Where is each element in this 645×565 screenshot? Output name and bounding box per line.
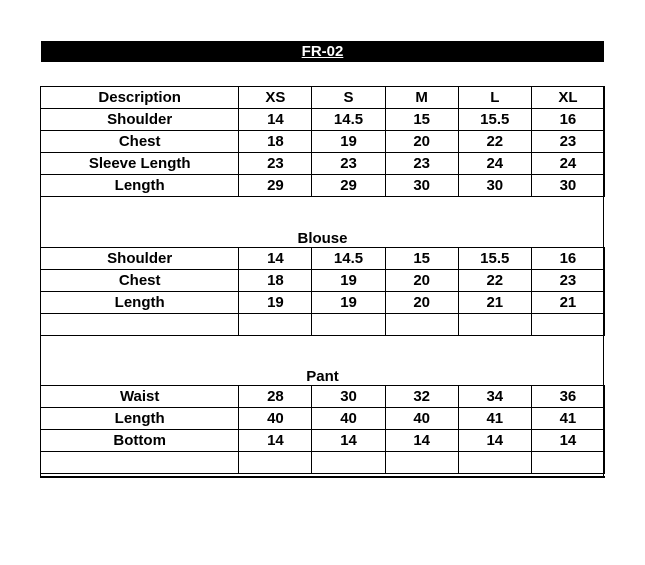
table-cell: 29 — [312, 175, 385, 197]
table-cell — [312, 314, 385, 336]
chart-title: FR-02 — [301, 43, 344, 60]
table-cell: 15.5 — [458, 248, 531, 270]
pant-size-table — [40, 385, 605, 474]
table-cell — [239, 314, 312, 336]
table-cell: 14 — [239, 430, 312, 452]
row-label — [41, 452, 239, 474]
table-row — [41, 109, 605, 131]
table-row — [41, 314, 605, 336]
table-cell: 18 — [239, 131, 312, 153]
row-label: Shoulder — [41, 109, 239, 131]
table-cell: 40 — [312, 408, 385, 430]
table-cell: 14 — [239, 248, 312, 270]
table-cell: 23 — [385, 153, 458, 175]
table-cell: 18 — [239, 270, 312, 292]
table-cell: 30 — [458, 175, 531, 197]
row-label: Waist — [41, 386, 239, 408]
row-label: Chest — [41, 131, 239, 153]
table-cell — [385, 452, 458, 474]
header-cell: XS — [239, 87, 312, 109]
table-cell: 22 — [458, 131, 531, 153]
table-cell: 19 — [312, 131, 385, 153]
table-cell: 15 — [385, 248, 458, 270]
shirt-size-table — [40, 86, 605, 197]
table-cell — [458, 314, 531, 336]
table-cell: 41 — [458, 408, 531, 430]
header-cell: S — [312, 87, 385, 109]
table-cell: 15.5 — [458, 109, 531, 131]
table-cell: 16 — [531, 109, 604, 131]
table-cell: 14 — [531, 430, 604, 452]
table-cell — [531, 452, 604, 474]
table-cell: 23 — [531, 131, 604, 153]
table-cell: 14 — [312, 430, 385, 452]
table-cell: 22 — [458, 270, 531, 292]
table-cell: 36 — [531, 386, 604, 408]
table-cell: 40 — [385, 408, 458, 430]
header-cell: Description — [41, 87, 239, 109]
row-label: Shoulder — [41, 248, 239, 270]
row-label: Length — [41, 175, 239, 197]
table-cell — [312, 452, 385, 474]
table-cell: 23 — [531, 270, 604, 292]
row-label: Sleeve Length — [41, 153, 239, 175]
table-cell: 20 — [385, 270, 458, 292]
table-cell: 20 — [385, 131, 458, 153]
row-label: Length — [41, 408, 239, 430]
header-cell: M — [385, 87, 458, 109]
bottom-border — [40, 476, 605, 478]
table-cell: 15 — [385, 109, 458, 131]
table-row — [41, 292, 605, 314]
table-cell: 19 — [312, 292, 385, 314]
table-cell: 29 — [239, 175, 312, 197]
row-label — [41, 314, 239, 336]
table-cell: 14 — [385, 430, 458, 452]
table-row — [41, 408, 605, 430]
table-cell: 21 — [458, 292, 531, 314]
table-cell — [458, 452, 531, 474]
header-cell: L — [458, 87, 531, 109]
table-cell: 30 — [531, 175, 604, 197]
table-cell: 23 — [239, 153, 312, 175]
table-row — [41, 452, 605, 474]
table-cell: 30 — [312, 386, 385, 408]
table-cell — [531, 314, 604, 336]
table-cell: 23 — [312, 153, 385, 175]
row-label: Bottom — [41, 430, 239, 452]
section-label-blouse: Blouse — [297, 230, 348, 247]
table-row — [41, 175, 605, 197]
table-cell: 19 — [312, 270, 385, 292]
table-cell: 14 — [458, 430, 531, 452]
table-cell: 19 — [239, 292, 312, 314]
table-cell: 34 — [458, 386, 531, 408]
table-row — [41, 386, 605, 408]
table-cell: 24 — [458, 153, 531, 175]
table-cell: 20 — [385, 292, 458, 314]
table-row — [41, 430, 605, 452]
header-row — [41, 87, 605, 109]
table-cell: 16 — [531, 248, 604, 270]
table-cell: 14.5 — [312, 248, 385, 270]
table-cell: 32 — [385, 386, 458, 408]
table-cell — [239, 452, 312, 474]
table-cell: 24 — [531, 153, 604, 175]
chart-title-bar — [41, 41, 604, 62]
blouse-size-table — [40, 247, 605, 336]
section-label-pant: Pant — [306, 368, 339, 385]
row-label: Chest — [41, 270, 239, 292]
table-cell: 30 — [385, 175, 458, 197]
table-row — [41, 270, 605, 292]
table-cell: 21 — [531, 292, 604, 314]
table-row — [41, 248, 605, 270]
table-row — [41, 131, 605, 153]
table-row — [41, 153, 605, 175]
table-cell: 14 — [239, 109, 312, 131]
header-cell: XL — [531, 87, 604, 109]
table-cell: 14.5 — [312, 109, 385, 131]
table-cell: 41 — [531, 408, 604, 430]
row-label: Length — [41, 292, 239, 314]
table-cell: 40 — [239, 408, 312, 430]
table-cell: 28 — [239, 386, 312, 408]
table-cell — [385, 314, 458, 336]
